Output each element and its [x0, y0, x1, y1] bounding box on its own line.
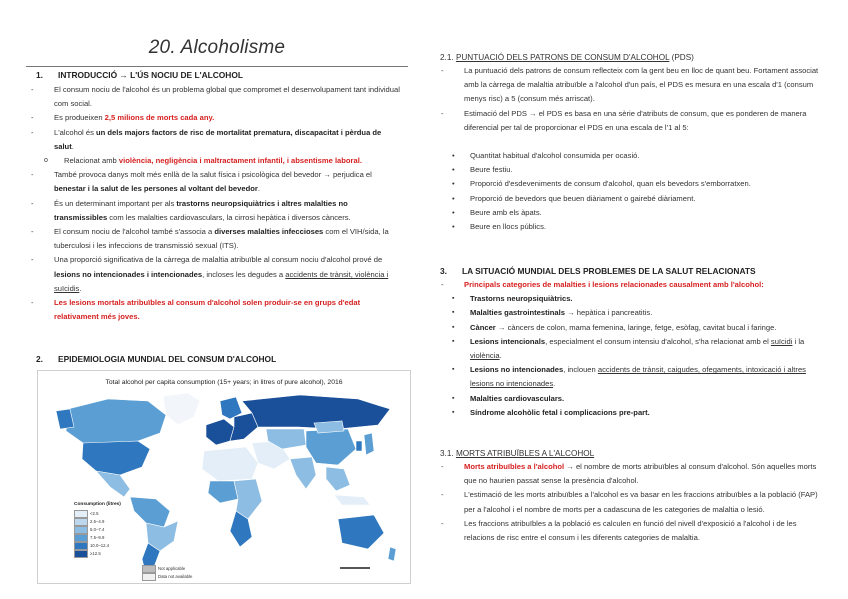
legend-label-not-applicable: Not applicable [158, 566, 186, 571]
list-item: - El consum nociu de l'alcohol també s'associa a diverses malalties infeccioses com el VIH/sida, la tuberculosi i les infeccions de transmissió sexual (ITS). [30, 225, 402, 253]
map-region-china [306, 429, 356, 465]
map-region-southeast-asia [326, 467, 350, 491]
map-region-new-zealand [388, 547, 396, 561]
section-3-1-heading: 3.1. MORTS ATRIBUÏBLES A L'ALCOHOL [440, 449, 595, 458]
legend-swatch-no-data [142, 573, 156, 581]
section-3-list [440, 278, 826, 420]
pds-attribute-item: • Proporció d'esdeveniments de consum d'alcohol, quan els bevedors s'emborratxen. [440, 177, 826, 191]
map-region-west-africa [208, 481, 238, 503]
map-region-north-africa [202, 447, 258, 481]
legend-swatch [74, 542, 88, 550]
legend-title: Consumption (litres) [74, 502, 121, 507]
section-2-1-list [440, 64, 826, 135]
legend-label-no-data: Data not available [158, 574, 193, 579]
section-1-list [30, 83, 402, 324]
list-item: - Principals categories de malalties i lesions relacionades causalment amb l'alcohol: [440, 278, 826, 292]
map-scale-bar [340, 567, 370, 569]
list-item: ▪ Càncer → càncers de colon, mama femenina, laringe, fetge, esòfag, cavitat bucal i faringe. [440, 321, 826, 335]
list-item: - El consum nociu de l'alcohol és un problema global que compromet el desenvolupament tant individual com social. [30, 83, 402, 111]
section-1-heading: 1. INTRODUCCIÓ → L'ÚS NOCIU DE L'ALCOHOL [36, 70, 243, 80]
pds-attribute-item: • Beure amb els àpats. [440, 206, 826, 220]
map-title: Total alcohol per capita consumption (15+ years; in litres of pure alcohol), 2016 [105, 379, 343, 386]
section-2-heading: 2. EPIDEMIOLOGIA MUNDIAL DEL CONSUM D'ALCOHOL [36, 354, 277, 364]
legend-swatch [74, 550, 88, 558]
map-region-south-america-north [130, 497, 170, 527]
list-item: ▪ Malalties gastrointestinals → hepàtica i pancreatitis. [440, 306, 826, 320]
map-region-mexico [96, 471, 130, 497]
pds-attribute-item: • Proporció de bevedors que beuen diàriament o gairebé diàriament. [440, 192, 826, 206]
legend-label: 5.0–7.4 [90, 527, 105, 532]
list-item: - Estimació del PDS → el PDS es basa en una sèrie d'atributs de consum, que es ponderen de manera diferencial per tal de proporcionar el PDS en una escala de l'1 al 5: [440, 107, 826, 135]
map-region-canada [66, 399, 166, 445]
legend-label: 2.5–4.9 [90, 519, 105, 524]
map-region-korea [356, 441, 362, 451]
map-region-indonesia [334, 495, 370, 505]
legend-label: 7.5–9.9 [90, 535, 105, 540]
section-2-1-heading: 2.1. PUNTUACIÓ DELS PATRONS DE CONSUM D'ALCOHOL (PDS) [440, 53, 694, 62]
world-consumption-map [37, 370, 411, 584]
list-item: ▪ Malalties cardiovasculars. [440, 392, 826, 406]
list-item: - Una proporció significativa de la càrrega de malaltia atribuïble al consum nociu d'alcohol prové de lesions no intencionades i intencionades, incloses les degudes a accidents de trànsit, violència i suïcidis. [30, 253, 402, 296]
list-item: - Les lesions mortals atribuïbles al consum d'alcohol solen produir-se en grups d'edat relativament més joves. [30, 296, 402, 324]
map-region-mongolia [314, 421, 344, 433]
list-item: - L'alcohol és un dels majors factors de risc de mortalitat prematura, discapacitat i pèrdua de salut. [30, 126, 402, 154]
legend-label: 10.0–12.4 [90, 543, 110, 548]
list-item: - Morts atribuïbles a l'alcohol → el nombre de morts atribuïbles al consum d'alcohol. Són aquelles morts que no haurien passat sense la presència d'alcohol. [440, 460, 826, 488]
list-item: - La puntuació dels patrons de consum reflecteix com la gent beu en lloc de quant beu. Fortament associat amb la càrrega de malaltia atribuïble a l'alcohol d'un país, el PDS es mesura en una escala d'1 (consum menys risc) a 5 (consum més arriscat). [440, 64, 826, 107]
legend-label: <2.5 [90, 511, 99, 516]
pds-attributes-list [440, 149, 826, 234]
legend-label: ≥12.5 [90, 551, 101, 556]
list-item: ▪ Lesions no intencionades, inclouen accidents de trànsit, caigudes, ofegaments, intoxicació i altres lesions no intencionades. [440, 363, 826, 391]
map-region-usa [82, 441, 150, 475]
map-region-australia [338, 515, 384, 549]
section-3-1-list [440, 460, 826, 545]
page-title: 20. Alcoholisme [148, 37, 286, 58]
pds-attribute-item: • Beure festiu. [440, 163, 826, 177]
map-region-india [290, 457, 316, 489]
list-item: - Es produeixen 2,5 milions de morts cada any. [30, 111, 402, 125]
list-item: - Les fraccions atribuïbles a la població es calculen en funció del nivell d'exposició a l'alcohol i de les relacions de risc entre el consum i les diferents categories de malaltia. [440, 517, 826, 545]
legend-swatch [74, 518, 88, 526]
map-region-japan [364, 433, 374, 455]
title-divider [26, 66, 408, 67]
pds-attribute-item: • Beure en llocs públics. [440, 220, 826, 234]
legend-swatch [74, 510, 88, 518]
section-3-heading: 3. LA SITUACIÓ MUNDIAL DELS PROBLEMES DE LA SALUT RELACIONATS [440, 266, 756, 276]
list-item: - L'estimació de les morts atribuïbles a l'alcohol es va basar en les fraccions atribuïbles a la població (FAP) per a l'alcohol i el nombre de morts per a cadascuna de les categories de malaltia o lesió. [440, 488, 826, 516]
list-item: ▪ Síndrome alcohòlic fetal i complicacions pre-part. [440, 406, 826, 420]
legend-swatch [74, 526, 88, 534]
legend-swatch [74, 534, 88, 542]
list-item: - També provoca danys molt més enllà de la salut física i psicològica del bevedor → perjudica el benestar i la salut de les persones al voltant del bevedor. [30, 168, 402, 196]
pds-attribute-item: • Quantitat habitual d'alcohol consumida per ocasió. [440, 149, 826, 163]
list-item: ▪ Trastorns neuropsiquiàtrics. [440, 292, 826, 306]
list-item: o Relacionat amb violència, negligència i maltractament infantil, i absentisme laboral. [30, 154, 402, 168]
list-item: - És un determinant important per als trastorns neuropsiquiàtrics i altres malalties no transmissibles com les malalties cardiovasculars, la cirrosi hepàtica i diversos càncers. [30, 197, 402, 225]
map-region-greenland [163, 393, 200, 425]
list-item: ▪ Lesions intencionals, especialment el consum intensiu d'alcohol, s'ha relacionat amb el suïcidi i la violència. [440, 335, 826, 363]
legend-swatch-not-applicable [142, 565, 156, 573]
